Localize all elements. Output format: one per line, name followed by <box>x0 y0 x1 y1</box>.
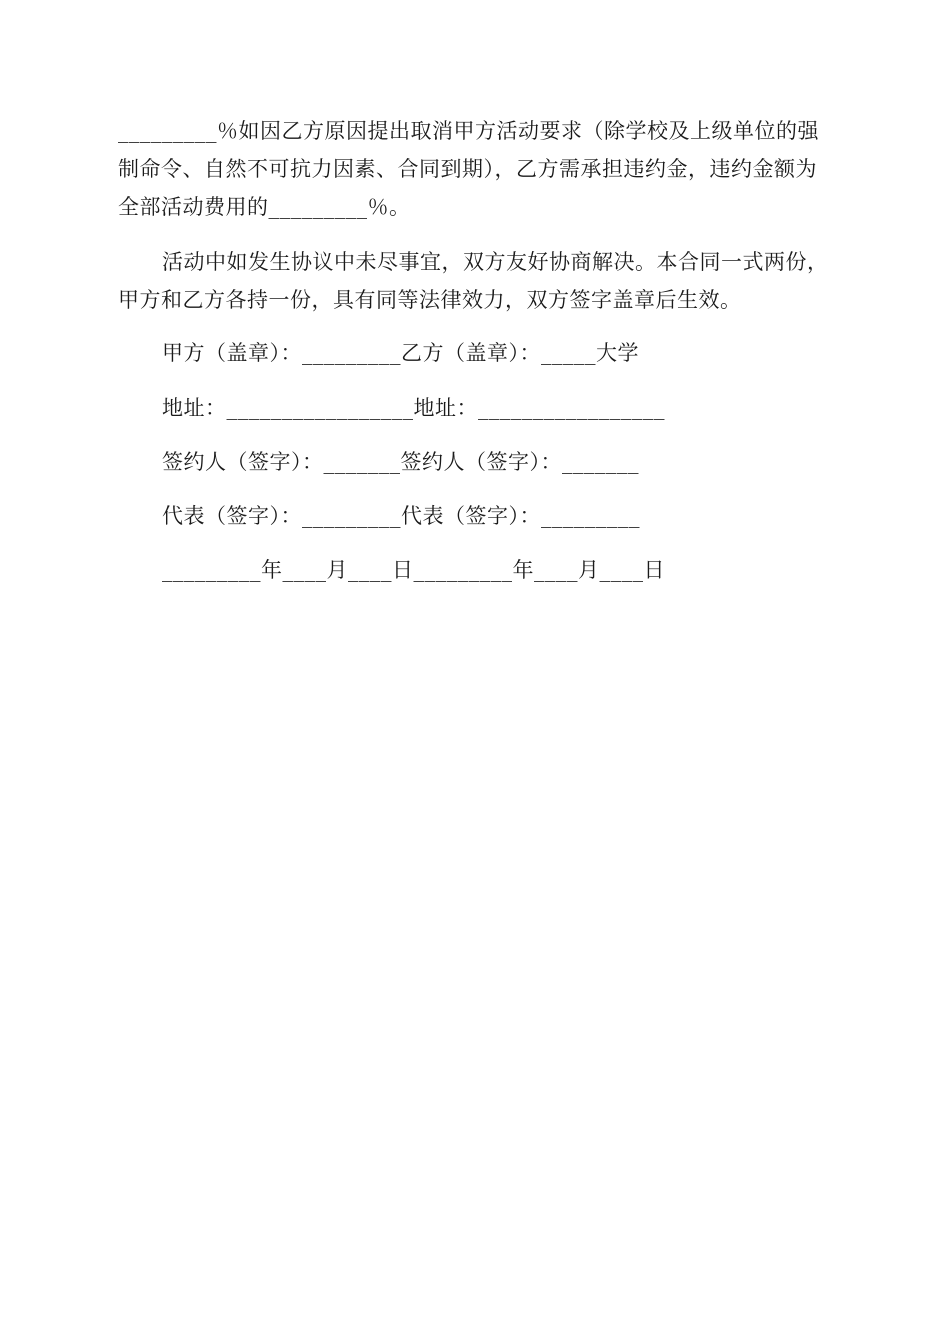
signature-line-seals: 甲方（盖章）：_________乙方（盖章）：_____大学 <box>162 341 639 365</box>
paragraph-penalty-terms: _________％如因乙方原因提出取消甲方活动要求（除学校及上级单位的强制命令、自然不可抗力因素、合同到期），乙方需承担违约金，违约金额为全部活动费用的_________％。 <box>118 119 819 219</box>
paragraph-general-terms: 活动中如发生协议中未尽事宜，双方友好协商解决。本合同一式两份，甲方和乙方各持一份，具有同等法律效力，双方签字盖章后生效。 <box>118 250 829 312</box>
signature-line-address: 地址：_________________地址：_________________ <box>162 396 665 420</box>
signature-line-representative: 代表（签字）：_________代表（签字）：_________ <box>162 504 640 528</box>
signature-line-date: _________年____月____日_________年____月____日 <box>162 558 665 582</box>
signature-line-signatory: 签约人（签字）：_______签约人（签字）：_______ <box>162 450 639 474</box>
